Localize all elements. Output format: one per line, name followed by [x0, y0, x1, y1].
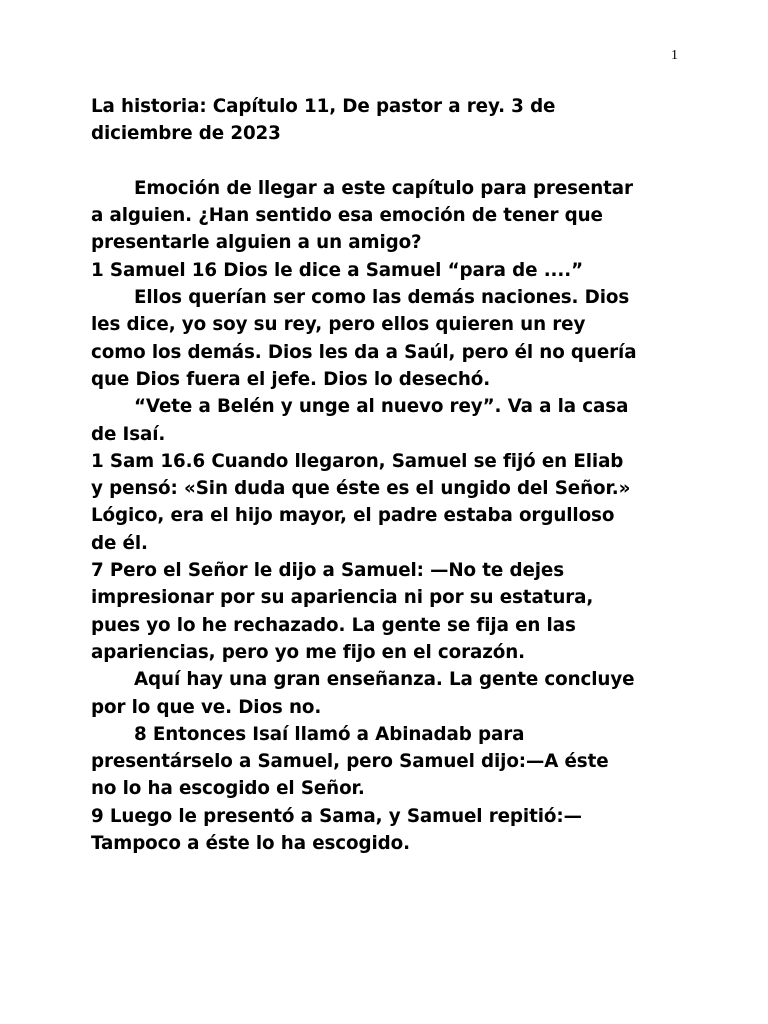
- paragraph-line: Emoción de llegar a este capítulo para presentar: [134, 177, 633, 199]
- paragraph-line: a alguien. ¿Han sentido esa emoción de tener que: [91, 205, 603, 227]
- paragraph-line: apariencias, pero yo me fijo en el corazón.: [91, 641, 525, 663]
- paragraph-line: 1 Sam 16.6 Cuando llegaron, Samuel se fijó en Eliab: [91, 450, 624, 472]
- paragraph-line: y pensó: «Sin duda que éste es el ungido del Señor.»: [91, 478, 631, 500]
- title-line-1: La historia: Capítulo 11, De pastor a rey. 3 de: [91, 96, 556, 117]
- paragraph-line: les dice, yo soy su rey, pero ellos quieren un rey: [91, 314, 586, 336]
- paragraph-line: Tampoco a éste lo ha escogido.: [91, 833, 410, 855]
- paragraph-line: 1 Samuel 16 Dios le dice a Samuel “para de ....”: [91, 259, 584, 281]
- paragraph-line: presentárselo a Samuel, pero Samuel dijo:—A éste: [91, 751, 609, 773]
- paragraph-line: por lo que ve. Dios no.: [91, 696, 322, 718]
- paragraph-line: 8 Entonces Isaí llamó a Abinadab para: [134, 723, 525, 745]
- paragraph-line: de él.: [91, 532, 148, 554]
- title-line-2: diciembre de 2023: [91, 123, 281, 145]
- paragraph-line: 9 Luego le presentó a Sama, y Samuel repitió:—: [91, 805, 582, 827]
- paragraph-line: 7 Pero el Señor le dijo a Samuel: —No te dejes: [91, 560, 564, 582]
- paragraph-line: pues yo lo he rechazado. La gente se fija en las: [91, 614, 576, 636]
- paragraph-line: Lógico, era el hijo mayor, el padre estaba orgulloso: [91, 505, 615, 527]
- paragraph-line: Ellos querían ser como las demás naciones. Dios: [134, 287, 630, 309]
- paragraph-line: impresionar por su apariencia ni por su estatura,: [91, 587, 594, 609]
- paragraph-line: no lo ha escogido el Señor.: [91, 778, 365, 800]
- paragraph-line: de Isaí.: [91, 423, 166, 445]
- paragraph-line: como los demás. Dios les da a Saúl, pero él no quería: [91, 341, 637, 363]
- blank-line: [91, 148, 691, 175]
- paragraph-line: “Vete a Belén y unge al nuevo rey”. Va a la casa: [134, 396, 629, 418]
- paragraph-line: Aquí hay una gran enseñanza. La gente concluye: [134, 669, 635, 691]
- paragraph-line: presentarle alguien a un amigo?: [91, 232, 422, 254]
- paragraph-line: que Dios fuera el jefe. Dios lo desechó.: [91, 368, 491, 390]
- page-number: 1: [671, 48, 678, 63]
- document-body: [91, 93, 691, 857]
